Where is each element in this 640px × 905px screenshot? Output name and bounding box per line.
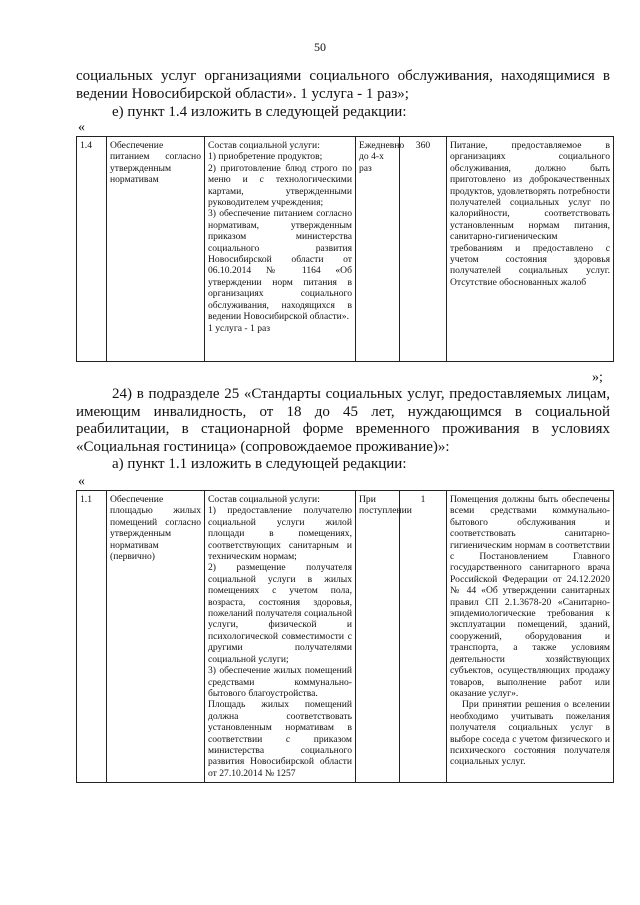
item-number: 1.1 <box>77 491 107 783</box>
service-content <box>205 137 356 362</box>
service-name: Обеспечение питанием согласно утвержденным нормативам <box>107 137 205 362</box>
standards-table-2 <box>76 490 614 783</box>
service-volume: 360 <box>400 137 447 362</box>
content-line: 1 услуга - 1 раз <box>208 322 271 334</box>
open-quote: « <box>78 120 85 135</box>
content-line: 3) обеспечение питанием согласно нормативам, утвержденным приказом министерства социального развития Новосибирской области от 06.10.2014 № 1164 «Об утверждении норм питания в организациях социального обслуживания, находящихся в ведении Новосибирской области». <box>208 208 352 323</box>
table-row <box>77 137 614 362</box>
item-24-paragraph: 24) в подразделе 25 «Стандарты социальных услуг, предоставляемых лицам, имеющим инвалидность, от 18 до 45 лет, нуждающимся в социальной реабилитации, в стационарной форме временного проживания в условиях «Социальная гостиница» (сопровождаемое проживание)»: <box>76 386 610 455</box>
content-line: 1) приобретение продуктов; <box>208 151 323 163</box>
service-content <box>205 491 356 783</box>
service-volume: 1 <box>400 491 447 783</box>
content-line: Состав социальной услуги: <box>208 494 320 505</box>
service-frequency: Ежедневно до 4-х раз <box>356 137 400 362</box>
close-quote: »; <box>592 370 603 385</box>
requirement-line: При принятии решения о вселении необходимо учитывать пожелания получателя социальных услуг в выборе соседа с учетом физического и психического состояния получателя социальных услуг. <box>450 699 610 768</box>
content-line: Состав социальной услуги: <box>208 140 320 151</box>
content-line: 2) размещение получателя социальной услуги в жилых помещениях с учетом пола, возраста, состояния здоровья, пожеланий получателя социальной услуги, физической и психологической совместимости с другими получателями социальной услуги; <box>208 562 352 665</box>
item-a-paragraph: а) пункт 1.1 изложить в следующей редакции: <box>112 456 407 472</box>
item-number: 1.4 <box>77 137 107 362</box>
page-number: 50 <box>314 40 326 54</box>
content-line: 3) обеспечение жилых помещений средствами коммунально-бытового благоустройства. <box>208 665 352 699</box>
table-row <box>77 491 614 783</box>
service-requirements: Питание, предоставляемое в организациях социального обслуживания, должно быть приготовлено из доброкачественных продуктов, удовлетворять потребности получателей социальных услуг по калорийности, соответствовать установленным нормам питания, санитарно-гигиеническим требованиям и предоставлено с учетом состояния здоровья получателей социальных услуг. Отсутствие обоснованных жалоб <box>447 137 614 362</box>
content-line: 2) приготовление блюд строго по меню и с технологическими картами, утвержденными руководителем учреждения; <box>208 162 352 209</box>
service-frequency: При поступлении <box>356 491 400 783</box>
content-line: Площадь жилых помещений должна соответствовать установленным нормативам в соответствии с приказом министерства социального развития Новосибирской области от 27.10.2014 № 1257 <box>208 699 352 779</box>
service-requirements <box>447 491 614 783</box>
requirement-line: Помещения должны быть обеспечены всеми средствами коммунально-бытового обслуживания и соответствовать санитарно-гигиеническим нормам в соответствии с Постановлением Главного государственного санитарного врача Российской Федерации от 24.12.2020 № 44 «Об утверждении санитарных правил СП 2.1.3678-20 «Санитарно-эпидемиологические требования к эксплуатации помещений, зданий, сооружений, оборудования и транспорта, а также условиям деятельности хозяйствующих субъектов, осуществляющих продажу товаров, выполнение работ или оказание услуг». <box>450 494 610 699</box>
service-name: Обеспечение площадью жилых помещений согласно утвержденным нормативам (первично) <box>107 491 205 783</box>
content-line: 1) предоставление получателю социальной услуги жилой площади в помещениях, соответствующих санитарным и техническим нормам; <box>208 505 352 563</box>
standards-table-1 <box>76 136 614 362</box>
intro-paragraph: социальных услуг организациями социального обслуживания, находящимися в ведении Новосибирской области». 1 услуга - 1 раз»; <box>76 68 610 102</box>
open-quote: « <box>78 474 85 489</box>
item-e-paragraph: е) пункт 1.4 изложить в следующей редакции: <box>112 104 407 120</box>
